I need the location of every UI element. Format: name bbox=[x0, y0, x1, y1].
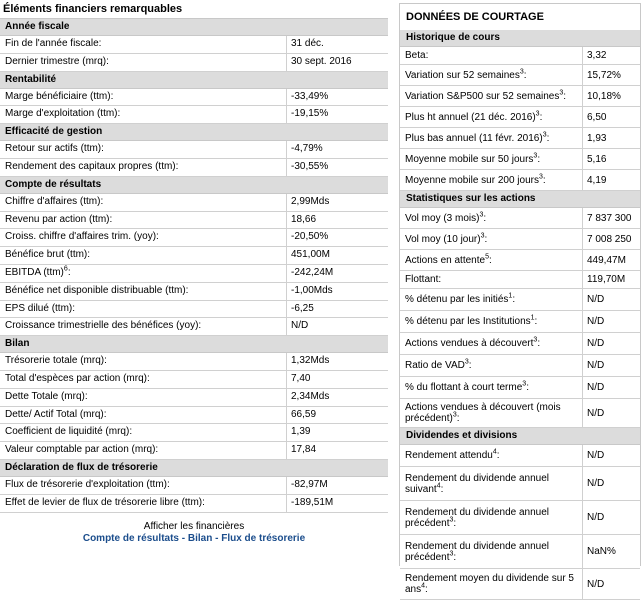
table-row bbox=[400, 501, 640, 535]
row-label bbox=[0, 477, 287, 494]
row-label bbox=[0, 301, 287, 318]
table-row bbox=[400, 149, 640, 170]
row-label bbox=[0, 54, 287, 71]
table-row bbox=[0, 424, 388, 442]
row-label bbox=[0, 442, 287, 459]
row-label-suffix: : bbox=[496, 450, 500, 461]
row-value: N/D bbox=[587, 512, 605, 523]
row-value: N/D bbox=[587, 338, 605, 349]
row-label-text: Bénéfice net disponible distribuable (ttm): bbox=[5, 284, 189, 296]
row-label-text: Coefficient de liquidité (mrq): bbox=[5, 426, 133, 438]
key-financials-table bbox=[0, 19, 388, 513]
row-label bbox=[0, 389, 287, 406]
row-label bbox=[400, 107, 583, 127]
table-row bbox=[0, 353, 388, 371]
table-row bbox=[400, 47, 640, 65]
footnote-marker: 3 bbox=[449, 516, 454, 524]
row-label bbox=[0, 283, 287, 300]
row-label bbox=[0, 212, 287, 229]
row-label bbox=[400, 445, 583, 466]
table-row bbox=[400, 377, 640, 399]
table-row bbox=[400, 229, 640, 250]
row-label-suffix: : bbox=[456, 413, 460, 424]
row-label-text: Marge d'exploitation (ttm): bbox=[5, 108, 121, 120]
financials-footer bbox=[0, 521, 388, 545]
row-label-text: Croissance trimestrielle des bénéfices (yoy): bbox=[5, 320, 202, 332]
row-label-suffix: : bbox=[468, 360, 472, 371]
row-label-text: % détenu par les Institutions bbox=[405, 316, 531, 327]
section-header: Année fiscale bbox=[0, 19, 388, 36]
row-value: 5,16 bbox=[587, 153, 607, 165]
row-value: 3,32 bbox=[587, 50, 607, 61]
row-label bbox=[400, 535, 583, 568]
row-label bbox=[0, 229, 287, 246]
table-row bbox=[0, 229, 388, 247]
row-label-text: Actions vendues à découvert bbox=[405, 338, 534, 349]
row-label-text: EPS dilué (ttm): bbox=[5, 302, 76, 314]
row-label-suffix: : bbox=[526, 382, 529, 393]
row-label bbox=[0, 106, 287, 123]
footnote-marker: 3 bbox=[538, 173, 543, 181]
row-label-text: % détenu par les initiés bbox=[405, 294, 509, 305]
section-header: Compte de résultats bbox=[0, 177, 388, 194]
row-label-suffix: : bbox=[484, 233, 488, 245]
table-row bbox=[400, 128, 640, 149]
row-label bbox=[0, 407, 287, 424]
row-label-text: Rendement du dividende annuel précédent bbox=[405, 540, 549, 563]
row-value: 2,34Mds bbox=[291, 390, 330, 402]
row-label bbox=[0, 371, 287, 388]
row-label-suffix: : bbox=[539, 111, 543, 123]
row-value: -4,79% bbox=[291, 143, 323, 155]
footnote-marker: 3 bbox=[559, 89, 564, 97]
row-label-text: Effet de levier de flux de trésorerie libre (ttm): bbox=[5, 496, 205, 508]
row-value: 449,47M bbox=[587, 254, 626, 266]
row-label-text: Fin de l'année fiscale: bbox=[5, 38, 102, 49]
row-label-text: Croiss. chiffre d'affaires trim. (yoy): bbox=[5, 231, 159, 243]
table-row bbox=[400, 333, 640, 355]
row-label-suffix: : bbox=[488, 254, 492, 266]
row-label bbox=[400, 229, 583, 249]
row-label-text: Chiffre d'affaires (ttm): bbox=[5, 195, 104, 207]
table-row bbox=[0, 318, 388, 336]
row-value: 17,84 bbox=[291, 444, 317, 456]
row-label-text: Dette Totale (mrq): bbox=[5, 390, 88, 402]
row-label-suffix: : bbox=[537, 153, 541, 165]
row-label bbox=[400, 289, 583, 310]
link-separator: - bbox=[212, 532, 222, 544]
row-label-text: Beta: bbox=[405, 50, 429, 61]
footnote-marker: 3 bbox=[519, 68, 524, 76]
row-value: 1,32Mds bbox=[291, 355, 330, 367]
row-label-suffix: : bbox=[563, 90, 567, 102]
row-label-text: Actions vendues à découvert (mois précédent) bbox=[405, 402, 561, 424]
row-label-suffix: : bbox=[453, 551, 457, 563]
row-label bbox=[400, 149, 583, 169]
row-label-text: Flux de trésorerie d'exploitation (ttm): bbox=[5, 478, 170, 490]
balance-sheet-link[interactable]: Bilan bbox=[187, 532, 213, 544]
table-row bbox=[0, 477, 388, 495]
row-value: 30 sept. 2016 bbox=[291, 55, 352, 67]
table-row bbox=[0, 283, 388, 301]
table-row bbox=[0, 194, 388, 212]
row-label bbox=[0, 36, 287, 53]
row-value: -82,97M bbox=[291, 478, 328, 490]
row-label bbox=[400, 271, 583, 288]
row-label bbox=[0, 495, 287, 512]
section-header: Statistiques sur les actions bbox=[400, 191, 640, 208]
footnote-marker: 3 bbox=[522, 380, 527, 388]
section-header: Dividendes et divisions bbox=[400, 428, 640, 445]
row-label-text: Rendement du dividende annuel suivant bbox=[405, 472, 549, 495]
row-value: 10,18% bbox=[587, 90, 621, 102]
trading-data-title: DONNÉES DE COURTAGE bbox=[406, 11, 544, 23]
table-row bbox=[400, 355, 640, 377]
row-label-suffix: : bbox=[512, 294, 516, 305]
footnote-marker: 3 bbox=[479, 211, 484, 219]
table-row bbox=[400, 311, 640, 333]
row-value: -189,51M bbox=[291, 496, 334, 508]
table-row bbox=[0, 36, 388, 54]
link-separator: - bbox=[178, 532, 188, 544]
table-row bbox=[400, 535, 640, 569]
row-label-suffix: : bbox=[542, 174, 546, 186]
row-label-suffix: : bbox=[537, 338, 541, 349]
row-value: N/D bbox=[587, 450, 605, 461]
trading-data-table bbox=[400, 30, 640, 600]
row-value: 2,99Mds bbox=[291, 195, 330, 207]
row-label-text: EBITDA (ttm) bbox=[5, 266, 64, 278]
row-label bbox=[0, 194, 287, 211]
row-label bbox=[400, 399, 583, 427]
table-row bbox=[400, 569, 640, 600]
row-value: N/D bbox=[291, 320, 309, 332]
row-label-suffix: : bbox=[534, 316, 538, 327]
footnote-marker: 3 bbox=[464, 358, 469, 366]
table-row bbox=[0, 371, 388, 389]
row-label-text: Rendement des capitaux propres (ttm): bbox=[5, 160, 179, 172]
row-label-text: Moyenne mobile sur 200 jours bbox=[405, 174, 539, 186]
row-label-text: Variation sur 52 semaines bbox=[405, 69, 520, 81]
row-label bbox=[0, 89, 287, 106]
row-label-text: Valeur comptable par action (mrq): bbox=[5, 444, 159, 456]
row-label bbox=[400, 208, 583, 228]
table-row bbox=[0, 159, 388, 177]
row-value: NaN% bbox=[587, 546, 616, 557]
row-value: -33,49% bbox=[291, 90, 329, 102]
row-value: -1,00Mds bbox=[291, 284, 333, 296]
table-row bbox=[0, 54, 388, 72]
row-label-text: Total d'espèces par action (mrq): bbox=[5, 372, 150, 384]
row-label-text: Dernier trimestre (mrq): bbox=[5, 55, 109, 67]
table-row bbox=[0, 407, 388, 425]
row-label-text: Actions en attente bbox=[405, 254, 486, 266]
footnote-marker: 4 bbox=[436, 482, 441, 490]
footnote-marker: 3 bbox=[542, 131, 547, 139]
row-label bbox=[0, 159, 287, 176]
footnote-marker: 3 bbox=[449, 550, 454, 558]
trading-data-panel bbox=[399, 3, 641, 595]
section-header: Bilan bbox=[0, 336, 388, 353]
row-label bbox=[400, 377, 583, 398]
footnote-marker: 3 bbox=[480, 232, 485, 240]
row-label-text: Flottant: bbox=[405, 274, 442, 285]
row-value: N/D bbox=[587, 360, 605, 371]
row-label-suffix: : bbox=[67, 266, 71, 278]
row-label bbox=[400, 170, 583, 190]
footnote-marker: 4 bbox=[421, 582, 426, 590]
cash-flow-link[interactable]: Flux de trésorerie bbox=[221, 532, 306, 544]
row-label bbox=[400, 86, 583, 106]
footnote-marker: 3 bbox=[452, 411, 457, 419]
section-header: Déclaration de flux de trésorerie bbox=[0, 460, 388, 477]
row-label-text: Vol moy (10 jour) bbox=[405, 233, 481, 245]
table-row bbox=[0, 301, 388, 319]
footnote-marker: 4 bbox=[492, 448, 497, 456]
row-value: 4,19 bbox=[587, 174, 607, 186]
row-label bbox=[400, 250, 583, 270]
row-value: 31 déc. bbox=[291, 38, 324, 49]
footnote-marker: 1 bbox=[530, 314, 535, 322]
footnote-marker: 1 bbox=[508, 292, 513, 300]
table-row bbox=[0, 89, 388, 107]
footnote-marker: 5 bbox=[485, 253, 489, 261]
row-label bbox=[0, 424, 287, 441]
row-label-text: Retour sur actifs (ttm): bbox=[5, 143, 104, 155]
table-row bbox=[400, 445, 640, 467]
section-header: Efficacité de gestion bbox=[0, 124, 388, 141]
row-value: 15,72% bbox=[587, 69, 621, 81]
row-value: 18,66 bbox=[291, 213, 317, 225]
key-financials-title: Éléments financiers remarquables bbox=[0, 0, 388, 19]
row-label bbox=[400, 501, 583, 534]
row-value: 6,50 bbox=[587, 111, 607, 123]
row-label-text: Marge bénéficiaire (ttm): bbox=[5, 90, 114, 102]
row-value: N/D bbox=[587, 294, 605, 305]
row-label-text: Rendement attendu bbox=[405, 450, 493, 461]
row-value: -30,55% bbox=[291, 160, 329, 172]
row-label-suffix: : bbox=[483, 212, 487, 224]
row-label-suffix: : bbox=[453, 517, 457, 529]
row-value: 451,00M bbox=[291, 249, 330, 261]
row-value: 7 837 300 bbox=[587, 212, 632, 224]
row-value: N/D bbox=[587, 407, 605, 419]
row-label-text: Rendement du dividende annuel précédent bbox=[405, 506, 549, 529]
row-label bbox=[0, 318, 287, 335]
row-label bbox=[400, 65, 583, 85]
row-label-suffix: : bbox=[425, 584, 428, 595]
row-label-text: Plus bas annuel (11 févr. 2016) bbox=[405, 132, 543, 144]
row-label-suffix: : bbox=[546, 132, 550, 144]
table-row bbox=[400, 208, 640, 229]
row-value: -6,25 bbox=[291, 302, 314, 314]
table-row bbox=[0, 389, 388, 407]
table-row bbox=[400, 250, 640, 271]
row-label bbox=[400, 128, 583, 148]
row-value: 1,93 bbox=[587, 132, 607, 144]
table-row bbox=[0, 265, 388, 283]
row-value: -242,24M bbox=[291, 266, 334, 278]
table-row bbox=[400, 399, 640, 428]
row-value: 66,59 bbox=[291, 408, 317, 420]
table-row bbox=[400, 289, 640, 311]
row-value: N/D bbox=[587, 382, 605, 393]
row-label-text: Ratio de VAD bbox=[405, 360, 465, 371]
row-value: 1,39 bbox=[291, 426, 311, 438]
income-statement-link[interactable]: Compte de résultats bbox=[82, 532, 179, 544]
table-row bbox=[400, 467, 640, 501]
row-value: 119,70M bbox=[587, 274, 626, 285]
footnote-marker: 3 bbox=[535, 110, 540, 118]
row-label bbox=[0, 141, 287, 158]
table-row bbox=[400, 107, 640, 128]
row-label-suffix: : bbox=[523, 69, 527, 81]
row-label-text: Rendement moyen du dividende sur 5 ans bbox=[405, 573, 574, 595]
table-row bbox=[400, 65, 640, 86]
table-row bbox=[0, 247, 388, 265]
table-row bbox=[0, 106, 388, 124]
table-row bbox=[0, 442, 388, 460]
row-label-text: Variation S&P500 sur 52 semaines bbox=[405, 90, 560, 102]
section-header: Rentabilité bbox=[0, 72, 388, 89]
table-row bbox=[0, 495, 388, 513]
row-value: N/D bbox=[587, 316, 605, 327]
row-label bbox=[0, 353, 287, 370]
footnote-marker: 6 bbox=[63, 265, 68, 273]
row-label-text: Bénéfice brut (ttm): bbox=[5, 249, 91, 261]
row-value: 7,40 bbox=[291, 372, 311, 384]
table-row bbox=[400, 271, 640, 289]
row-label bbox=[400, 47, 583, 64]
row-label bbox=[400, 333, 583, 354]
row-label-text: % du flottant à court terme bbox=[405, 382, 523, 393]
row-label-text: Trésorerie totale (mrq): bbox=[5, 355, 107, 367]
row-label bbox=[400, 467, 583, 500]
row-value: -20,50% bbox=[291, 231, 329, 243]
table-row bbox=[0, 141, 388, 159]
row-label-text: Vol moy (3 mois) bbox=[405, 212, 480, 224]
table-row bbox=[0, 212, 388, 230]
row-value: N/D bbox=[587, 578, 605, 590]
row-label-text: Moyenne mobile sur 50 jours bbox=[405, 153, 534, 165]
row-label bbox=[0, 247, 287, 264]
row-value: 7 008 250 bbox=[587, 233, 632, 245]
footnote-marker: 3 bbox=[533, 336, 538, 344]
row-value: -19,15% bbox=[291, 108, 329, 120]
show-financials-label: Afficher les financières bbox=[143, 520, 245, 532]
row-label-suffix: : bbox=[440, 483, 444, 495]
section-header: Historique de cours bbox=[400, 30, 640, 47]
row-label bbox=[400, 569, 583, 599]
row-value: N/D bbox=[587, 478, 605, 489]
footnote-marker: 3 bbox=[533, 152, 538, 160]
row-label bbox=[400, 355, 583, 376]
row-label-text: Plus ht annuel (21 déc. 2016) bbox=[405, 111, 536, 123]
table-row bbox=[400, 86, 640, 107]
row-label-text: Revenu par action (ttm): bbox=[5, 213, 113, 225]
row-label bbox=[400, 311, 583, 332]
row-label-text: Dette/ Actif Total (mrq): bbox=[5, 408, 107, 420]
row-label bbox=[0, 265, 287, 282]
table-row bbox=[400, 170, 640, 191]
